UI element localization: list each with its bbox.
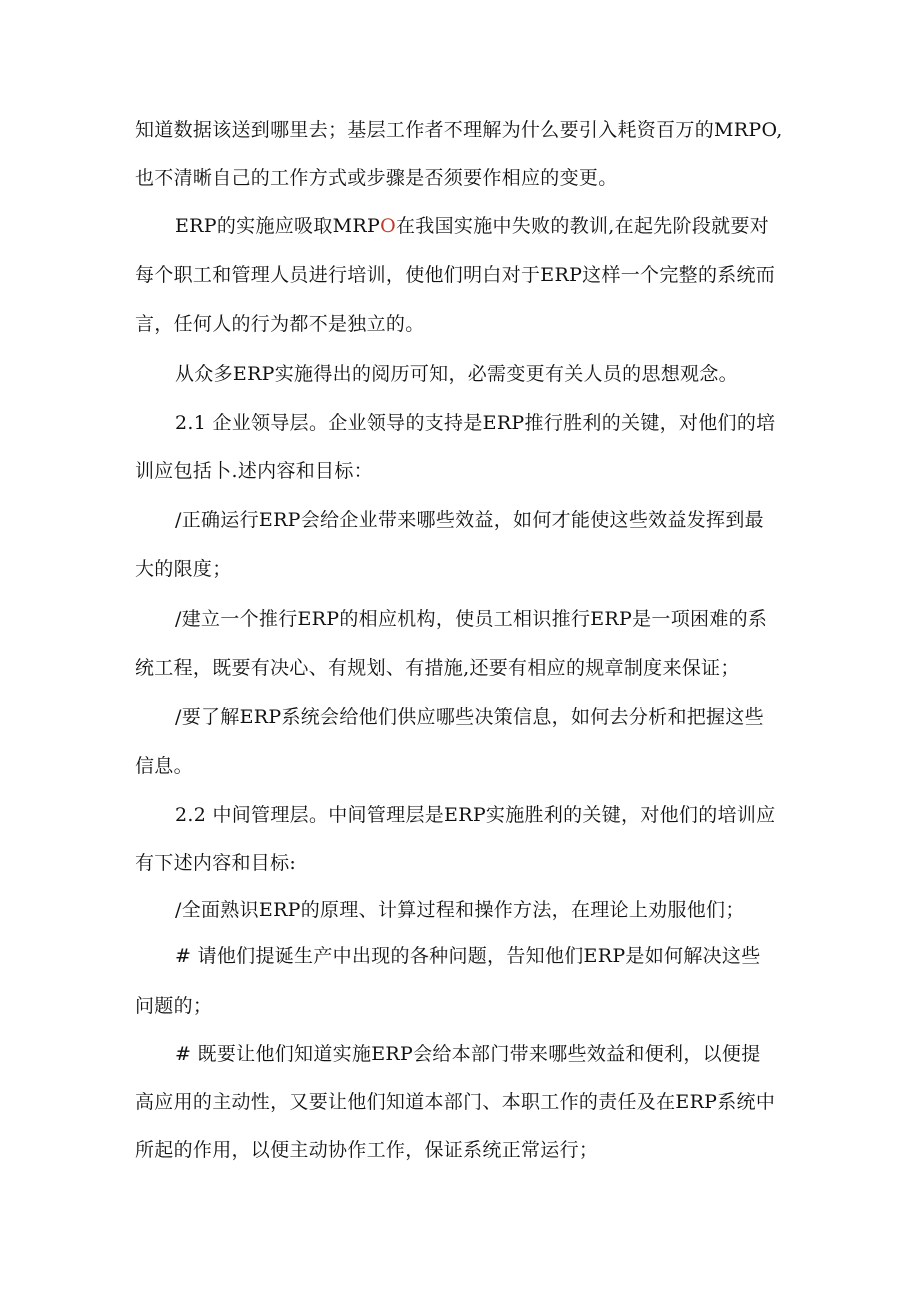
paragraph-11-line-1: # 既要让他们知道实施ERP会给本部门带来哪些效益和便利，以便提 <box>175 1043 761 1065</box>
paragraph-3-line-1: 从众多ERP实施得出的阅历可知，必需变更有关人员的思想观念。 <box>175 363 738 385</box>
paragraph-11-line-2: 高应用的主动性，又要让他们知道本部门、本职工作的责任及在ERP系统中 <box>135 1091 776 1113</box>
paragraph-2-line-3: 言，任何人的行为都不是独立的。 <box>135 313 425 335</box>
paragraph-2-text-after: 在我国实施中失败的教训,在起先阶段就要对 <box>396 215 770 237</box>
paragraph-7-line-2: 信息。 <box>135 755 193 777</box>
paragraph-4-line-1: 2.1 企业领导层。企业领导的支持是ERP推行胜利的关键，对他们的培 <box>175 412 776 434</box>
paragraph-2-line-2: 每个职工和管理人员进行培训，使他们明白对于ERP这样一个完整的系统而 <box>135 264 776 286</box>
paragraph-8-line-1: 2.2 中间管理层。中间管理层是ERP实施胜利的关键，对他们的培训应 <box>175 804 776 826</box>
paragraph-7-line-1: /要了解ERP系统会给他们供应哪些决策信息，如何去分析和把握这些 <box>175 706 764 728</box>
paragraph-2-line-1 <box>175 213 769 239</box>
paragraph-10-line-1: # 请他们提诞生产中出现的各种问题，告知他们ERP是如何解决这些 <box>175 945 761 967</box>
paragraph-11-line-3: 所起的作用，以便主动协作工作，保证系统正常运行； <box>135 1139 599 1161</box>
paragraph-10-line-2: 问题的； <box>135 995 213 1017</box>
paragraph-9-line-1: /全面熟识ERP的原理、计算过程和操作方法，在理论上劝服他们； <box>175 899 745 921</box>
highlighted-letter: O <box>380 215 396 237</box>
paragraph-5-line-1: /正确运行ERP会给企业带来哪些效益，如何才能使这些效益发挥到最 <box>175 509 764 531</box>
paragraph-6-line-2: 统工程，既要有决心、有规划、有措施,还要有相应的规章制度来保证； <box>135 657 740 679</box>
paragraph-6-line-1: /建立一个推行ERP的相应机构，使员工相识推行ERP是一项困难的系 <box>175 608 768 630</box>
paragraph-2-text-before: ERP的实施应吸取MRP <box>175 215 381 237</box>
paragraph-8-line-2: 有下述内容和目标: <box>135 852 297 874</box>
paragraph-1-line-2: 也不清晰自己的工作方式或步骤是否须要作相应的变更。 <box>135 167 618 189</box>
paragraph-1-line-1: 知道数据该送到哪里去；基层工作者不理解为什么要引入耗资百万的MRPO, <box>135 119 783 141</box>
paragraph-4-line-2: 训应包括卜.述内容和目标： <box>135 460 373 482</box>
paragraph-5-line-2: 大的限度； <box>135 558 232 580</box>
